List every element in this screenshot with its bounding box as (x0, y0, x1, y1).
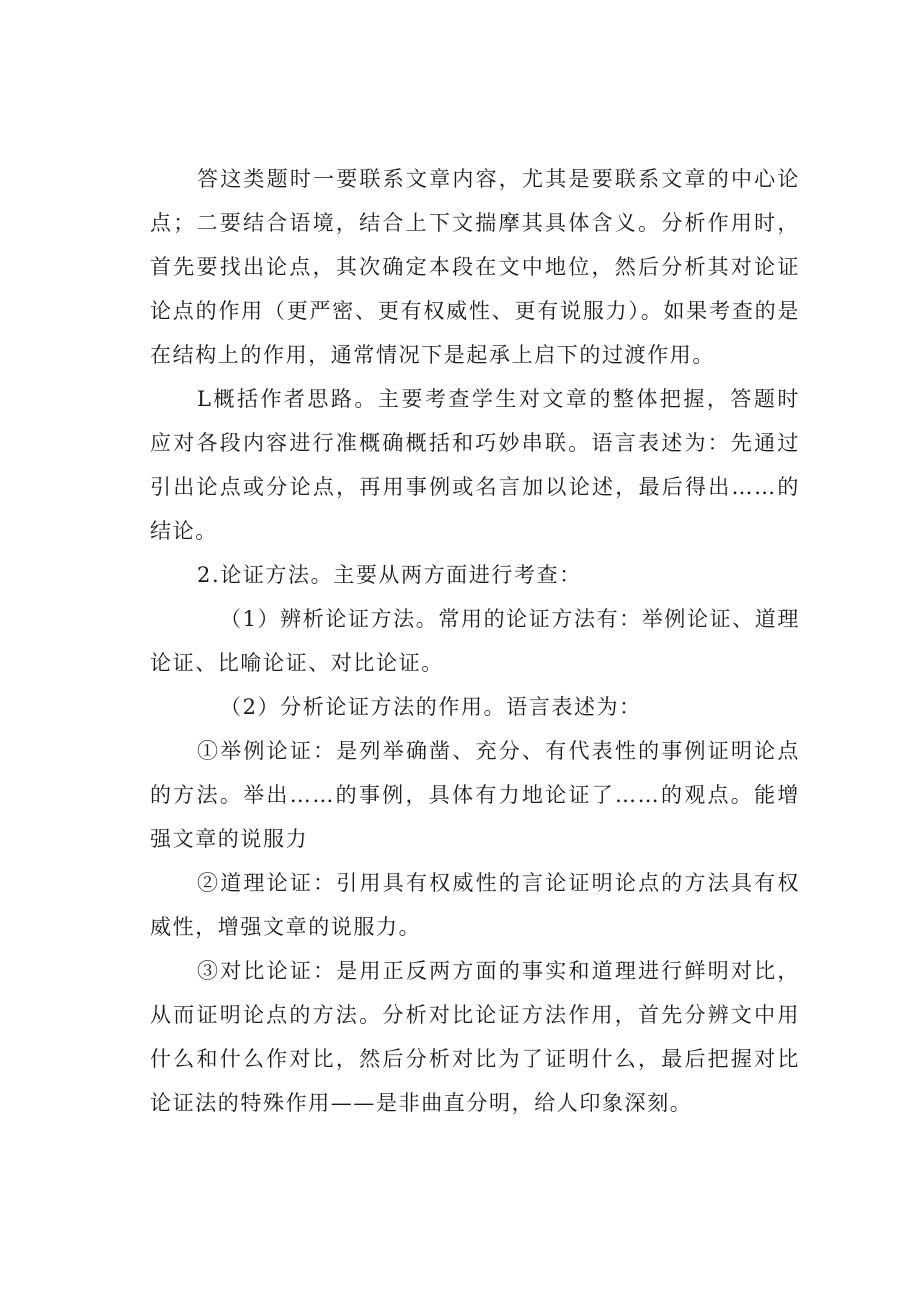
paragraph-answer-method: 答这类题时一要联系文章内容，尤其是要联系文章的中心论点；二要结合语境，结合上下文揣摩其具体含义。分析作用时，首先要找出论点，其次确定本段在文中地位，然后分析其对论证论点的作用（更严密、更有权威性、更有说服力）。如果考查的是在结构上的作用，通常情况下是起承上启下的过渡作用。 (150, 167, 800, 367)
paragraph-analyze-methods: （2）分析论证方法的作用。语言表述为： (220, 695, 642, 719)
paragraph-identify-methods: （1）辨析论证方法。常用的论证方法有：举例论证、道理论证、比喻论证、对比论证。 (150, 607, 800, 675)
paragraph-contrast-argument: ③对比论证：是用正反两方面的事实和道理进行鲜明对比，从而证明论点的方法。分析对比论证方法作用，首先分辨文中用什么和什么作对比，然后分析对比为了证明什么，最后把握对比论证法的特殊作用——是非曲直分明，给人印象深刻。 (150, 959, 800, 1115)
document-body (150, 157, 800, 1125)
paragraph-author-thinking: L概括作者思路。主要考查学生对文章的整体把握，答题时应对各段内容进行准概确概括和巧妙串联。语言表述为：先通过引出论点或分论点，再用事例或名言加以论述，最后得出……的结论。 (150, 387, 800, 543)
paragraph-example-argument: ①举例论证：是列举确凿、充分、有代表性的事例证明论点的方法。举出……的事例，具体有力地论证了……的观点。能增强文章的说服力 (150, 739, 800, 851)
paragraph-argument-methods-heading: 2.论证方法。主要从两方面进行考查： (197, 563, 582, 587)
paragraph-reasoning-argument: ②道理论证：引用具有权威性的言论证明论点的方法具有权威性，增强文章的说服力。 (150, 871, 800, 939)
